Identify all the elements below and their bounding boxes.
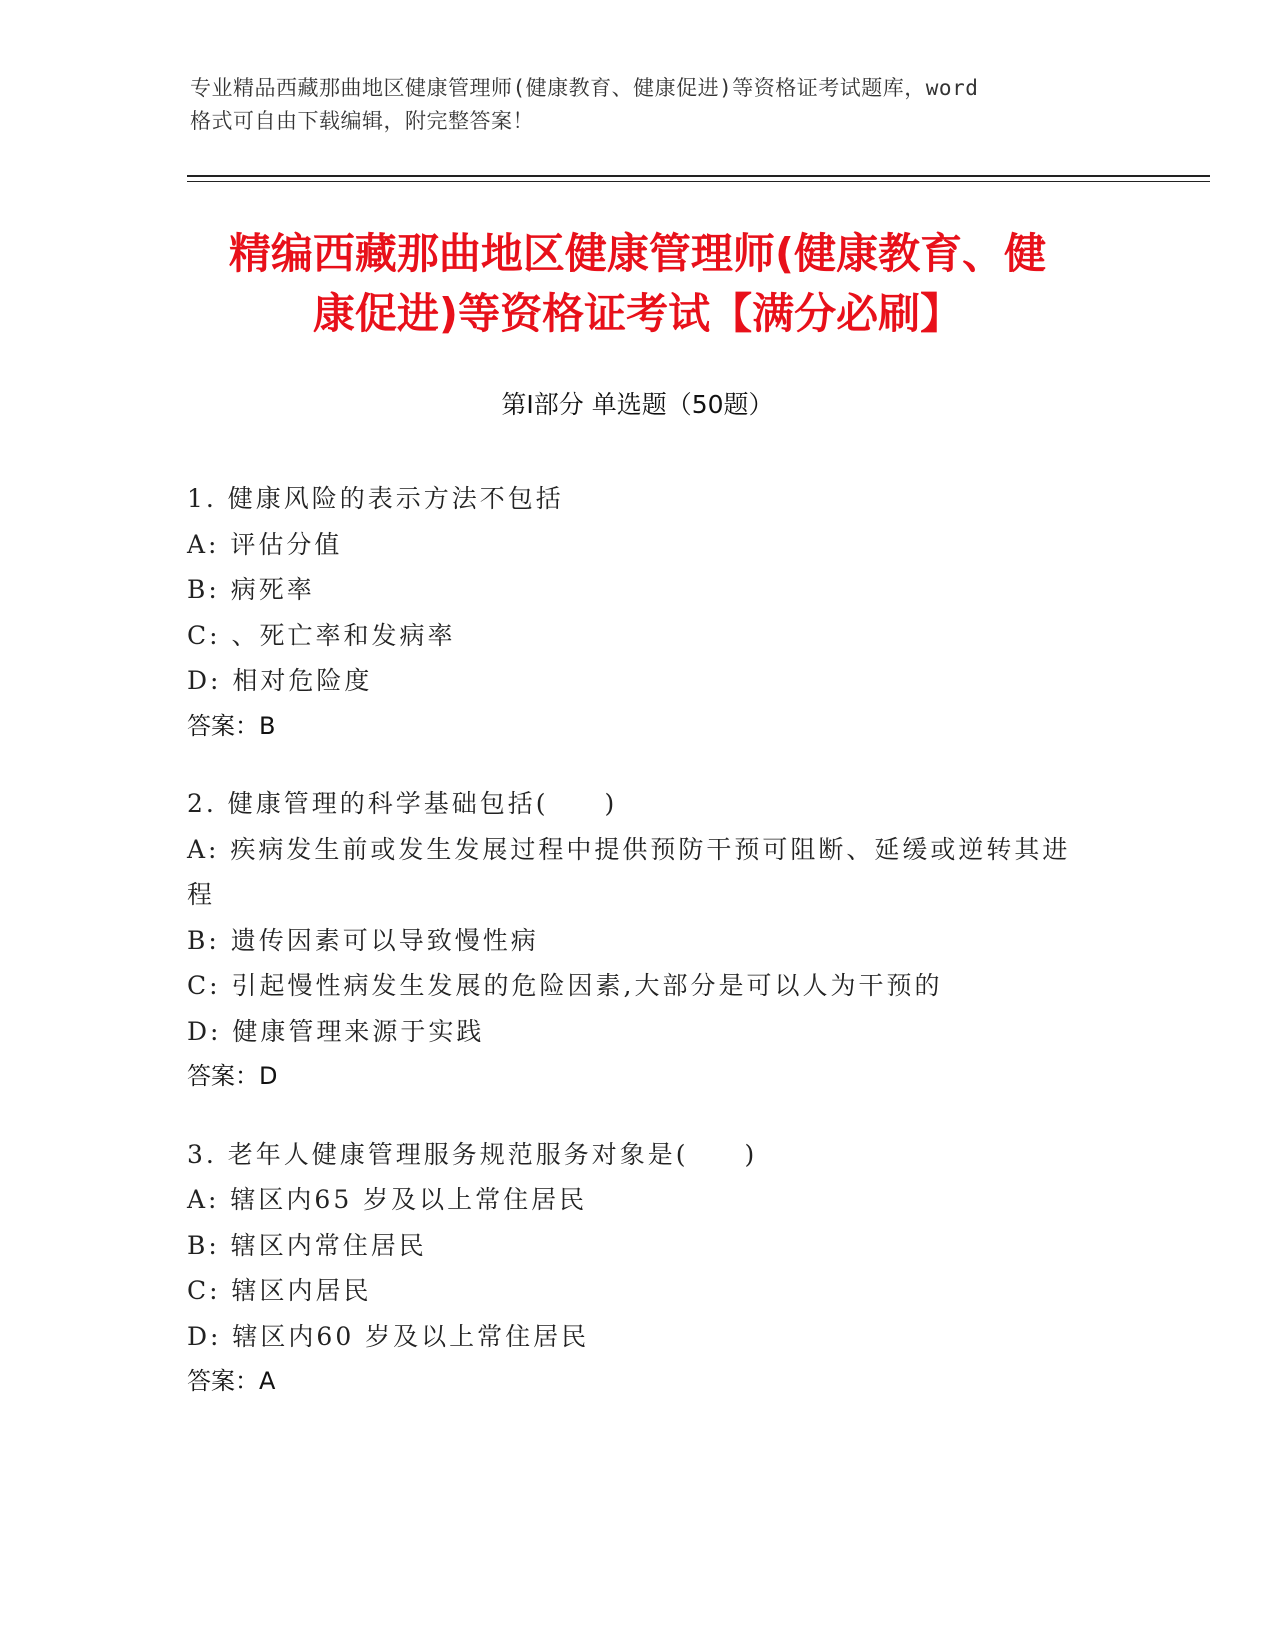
header-divider-thin — [187, 181, 1210, 182]
question-2 — [187, 781, 1087, 1100]
title-line-2: 康促进)等资格证考试【满分必刷】 — [312, 289, 963, 338]
option-d: D: 辖区内60 岁及以上常住居民 — [187, 1321, 590, 1351]
option-b: B: 病死率 — [187, 575, 315, 604]
option-a: A: 辖区内65 岁及以上常住居民 — [187, 1185, 588, 1214]
option-d: D: 健康管理来源于实践 — [187, 1016, 485, 1046]
question-stem: 1. 健康风险的表示方法不包括 — [187, 484, 564, 513]
document-title — [160, 224, 1115, 344]
question-3 — [187, 1132, 1087, 1405]
answer: 答案：A — [187, 1367, 276, 1395]
option-c: C: 辖区内居民 — [187, 1276, 372, 1305]
option-c: C: 、死亡率和发病率 — [187, 620, 456, 650]
option-a: A: 疾病发生前或发生发展过程中提供预防干预可阻断、延缓或逆转其进程 — [187, 834, 1071, 909]
option-b: B: 遗传因素可以导致慢性病 — [187, 925, 539, 955]
section-title: 第Ⅰ部分 单选题（50题） — [501, 390, 774, 419]
header-line-1: 专业精品西藏那曲地区健康管理师(健康教育、健康促进)等资格证考试题库，word — [190, 76, 979, 100]
page-header — [190, 72, 1090, 138]
answer: 答案：B — [187, 711, 276, 740]
option-c: C: 引起慢性病发生发展的危险因素,大部分是可以人为干预的 — [187, 971, 943, 1000]
option-d: D: 相对危险度 — [187, 666, 373, 695]
answer: 答案：D — [187, 1062, 278, 1090]
option-b: B: 辖区内常住居民 — [187, 1230, 427, 1260]
question-list — [187, 476, 1087, 1437]
question-1 — [187, 476, 1087, 749]
header-line-2: 格式可自由下载编辑，附完整答案！ — [190, 109, 534, 133]
option-a: A: 评估分值 — [187, 529, 343, 559]
title-line-1: 精编西藏那曲地区健康管理师(健康教育、健 — [228, 229, 1047, 278]
question-stem: 3. 老年人健康管理服务规范服务对象是( ) — [187, 1139, 758, 1169]
header-divider-thick — [187, 175, 1210, 177]
question-stem: 2. 健康管理的科学基础包括( ) — [187, 789, 618, 818]
